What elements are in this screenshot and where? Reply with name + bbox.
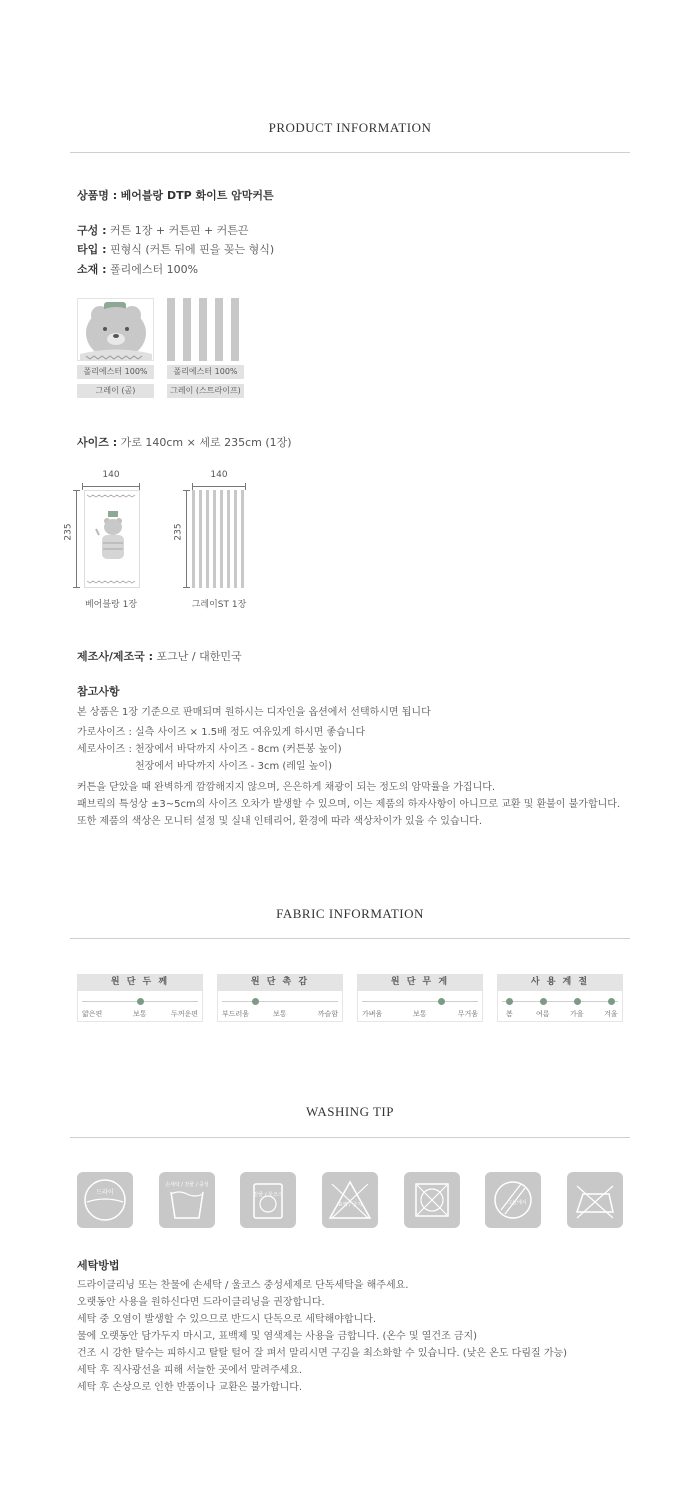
scale-line xyxy=(222,1001,338,1002)
stripe-swatch-color: 그레이 (스트라이프) xyxy=(167,384,244,398)
dry-clean-icon xyxy=(77,1172,133,1228)
diagram-1-caption: 베어블랑 1장 xyxy=(84,600,138,610)
selected-dot xyxy=(438,998,445,1005)
type-label: 타입 : xyxy=(77,243,107,256)
diagram-2-width-bracket xyxy=(192,483,246,490)
product-name-value: 베어블랑 DTP 화이트 암막커튼 xyxy=(120,189,274,202)
scale-label: 두꺼운편 xyxy=(170,1010,198,1018)
hand-wash-icon xyxy=(159,1172,215,1228)
stripe-swatch-material: 폴리에스터 100% xyxy=(167,365,244,379)
size-label: 사이즈 : xyxy=(77,436,118,449)
fabric-weight-box xyxy=(357,974,483,1022)
wash-method-line: 드라이클리닝 또는 찬물에 손세탁 / 울코스 중성세제로 단독세탁을 해주세요. xyxy=(77,1280,409,1291)
type-row xyxy=(77,241,274,257)
diagram-1-height: 235 xyxy=(63,523,74,541)
composition-value: 커튼 1장 + 커튼핀 + 커튼끈 xyxy=(109,224,249,237)
bear-swatch-material: 폴리에스터 100% xyxy=(77,365,154,379)
wash-method-title: 세탁방법 xyxy=(77,1259,120,1272)
stripe-curtain-diagram xyxy=(192,490,246,588)
fabric-thickness-header: 원 단 두 께 xyxy=(77,974,203,991)
diagram-2-caption: 그레이ST 1장 xyxy=(191,600,247,610)
bear-swatch-image xyxy=(77,298,154,361)
dry-clean-icon-text: 드라이 xyxy=(96,1189,114,1196)
selected-dot xyxy=(506,998,513,1005)
note-line: 세로사이즈 : 천장에서 바닥까지 사이즈 - 8cm (커튼봉 높이) xyxy=(77,744,342,755)
selected-dot xyxy=(540,998,547,1005)
no-bleach-icon-text: 표백 / 금지 xyxy=(337,1202,363,1208)
size-row xyxy=(77,434,292,450)
material-row xyxy=(77,261,198,277)
diagram-2-width: 140 xyxy=(210,470,228,480)
diagram-1-height-bracket xyxy=(73,490,80,588)
wash-method-line: 세탁 중 오염이 발생할 수 있으므로 반드시 단독으로 세탁해야합니다. xyxy=(77,1314,377,1325)
product-name-row xyxy=(77,187,274,203)
washing-section-title: WASHING TIP xyxy=(306,1104,394,1119)
material-value: 폴리에스터 100% xyxy=(109,263,199,276)
note-line: 본 상품은 1장 기준으로 판매되며 원하시는 디자인을 옵션에서 선택하시면 됩니다 xyxy=(77,707,431,718)
diagram-2-height: 235 xyxy=(173,523,184,541)
wash-method-line: 물에 오랫동안 담가두지 마시고, 표백제 및 염색제는 사용을 금합니다. (온수 및 열건조 금지) xyxy=(77,1331,478,1342)
scale-label: 부드러움 xyxy=(222,1010,250,1018)
no-tumble-dry-icon xyxy=(404,1172,460,1228)
fabric-section-title: FABRIC INFORMATION xyxy=(276,906,424,921)
diagram-1-width-bracket xyxy=(82,483,140,490)
fabric-touch-box xyxy=(217,974,343,1022)
divider xyxy=(70,1137,630,1138)
note-line: 또한 제품의 색상은 모니터 설정 및 실내 인테리어, 환경에 따라 색상차이가 있을 수 있습니다. xyxy=(77,816,483,827)
hand-wash-icon-text: 손세탁 / 찬물 / 중성 xyxy=(165,1182,209,1188)
scale-line xyxy=(362,1001,478,1002)
selected-dot xyxy=(574,998,581,1005)
maker-label: 제조사/제조국 : xyxy=(77,650,154,663)
type-value: 핀형식 (커튼 뒤에 핀을 꽂는 형식) xyxy=(109,243,275,256)
selected-dot xyxy=(137,998,144,1005)
scale-label: 무거움 xyxy=(457,1010,478,1018)
divider xyxy=(70,152,630,153)
size-value: 가로 140cm × 세로 235cm (1장) xyxy=(120,436,292,449)
wool-course-icon-text: 찬물 / 울코스 xyxy=(253,1192,283,1198)
season-box xyxy=(497,974,623,1022)
shade-dry-icon xyxy=(485,1172,541,1228)
selected-dot xyxy=(608,998,615,1005)
scale-line xyxy=(502,1001,618,1002)
notes-title: 참고사항 xyxy=(77,685,120,698)
note-line: 가로사이즈 : 실측 사이즈 × 1.5배 정도 여유있게 하시면 좋습니다 xyxy=(77,727,366,738)
wash-method-line: 건조 시 강한 탈수는 피하시고 탈탈 털어 잘 펴서 말리시면 구김을 최소화할 수 있습니다. (낮은 온도 다림질 가능) xyxy=(77,1348,568,1359)
composition-label: 구성 : xyxy=(77,224,107,237)
note-line: 천장에서 바닥까지 사이즈 - 3cm (레일 높이) xyxy=(135,761,332,772)
wool-course-icon xyxy=(240,1172,296,1228)
divider xyxy=(70,938,630,939)
selected-dot xyxy=(252,998,259,1005)
maker-value: 포그난 / 대한민국 xyxy=(156,650,242,663)
wash-method-line: 오랫동안 사용을 원하신다면 드라이클리닝을 권장합니다. xyxy=(77,1297,325,1308)
scale-label: 까슬함 xyxy=(317,1010,338,1018)
scale-label: 겨울 xyxy=(604,1010,618,1018)
scale-label: 여름 xyxy=(536,1010,550,1018)
fabric-thickness-box xyxy=(77,974,203,1022)
scale-label: 보통 xyxy=(413,1010,427,1018)
material-label: 소재 : xyxy=(77,263,107,276)
product-section-title: PRODUCT INFORMATION xyxy=(268,120,432,135)
note-line: 커튼을 닫았을 때 완벽하게 깜깜해지지 않으며, 은은하게 채광이 되는 정도의 암막률을 가집니다. xyxy=(77,782,496,793)
product-name-label: 상품명 : xyxy=(77,189,118,202)
no-iron-icon xyxy=(567,1172,623,1228)
bear-curtain-diagram xyxy=(84,490,140,588)
fabric-touch-header: 원 단 촉 감 xyxy=(217,974,343,991)
stripe-swatch-image xyxy=(167,298,244,361)
fabric-weight-header: 원 단 무 게 xyxy=(357,974,483,991)
scale-label: 봄 xyxy=(506,1010,513,1018)
wash-method-line: 세탁 후 직사광선을 피해 서늘한 곳에서 말려주세요. xyxy=(77,1365,303,1376)
composition-row xyxy=(77,222,249,238)
bear-swatch-color: 그레이 (곰) xyxy=(77,384,154,398)
scale-label: 가벼움 xyxy=(362,1010,383,1018)
wash-method-line: 세탁 후 손상으로 인한 반품이나 교환은 불가합니다. xyxy=(77,1382,303,1393)
no-bleach-icon xyxy=(322,1172,378,1228)
maker-row xyxy=(77,648,242,664)
season-header: 사 용 계 절 xyxy=(497,974,623,991)
scale-label: 가을 xyxy=(570,1010,584,1018)
diagram-1-width: 140 xyxy=(102,470,120,480)
scale-label: 보통 xyxy=(133,1010,147,1018)
scale-label: 보통 xyxy=(273,1010,287,1018)
shade-dry-icon-text: 그늘에서 xyxy=(507,1200,527,1206)
diagram-2-height-bracket xyxy=(183,490,190,588)
note-line: 패브릭의 특성상 ±3~5cm의 사이즈 오차가 발생할 수 있으며, 이는 제품의 하자사항이 아니므로 교환 및 환불이 불가합니다. xyxy=(77,799,621,810)
scale-label: 얇은편 xyxy=(82,1010,103,1018)
